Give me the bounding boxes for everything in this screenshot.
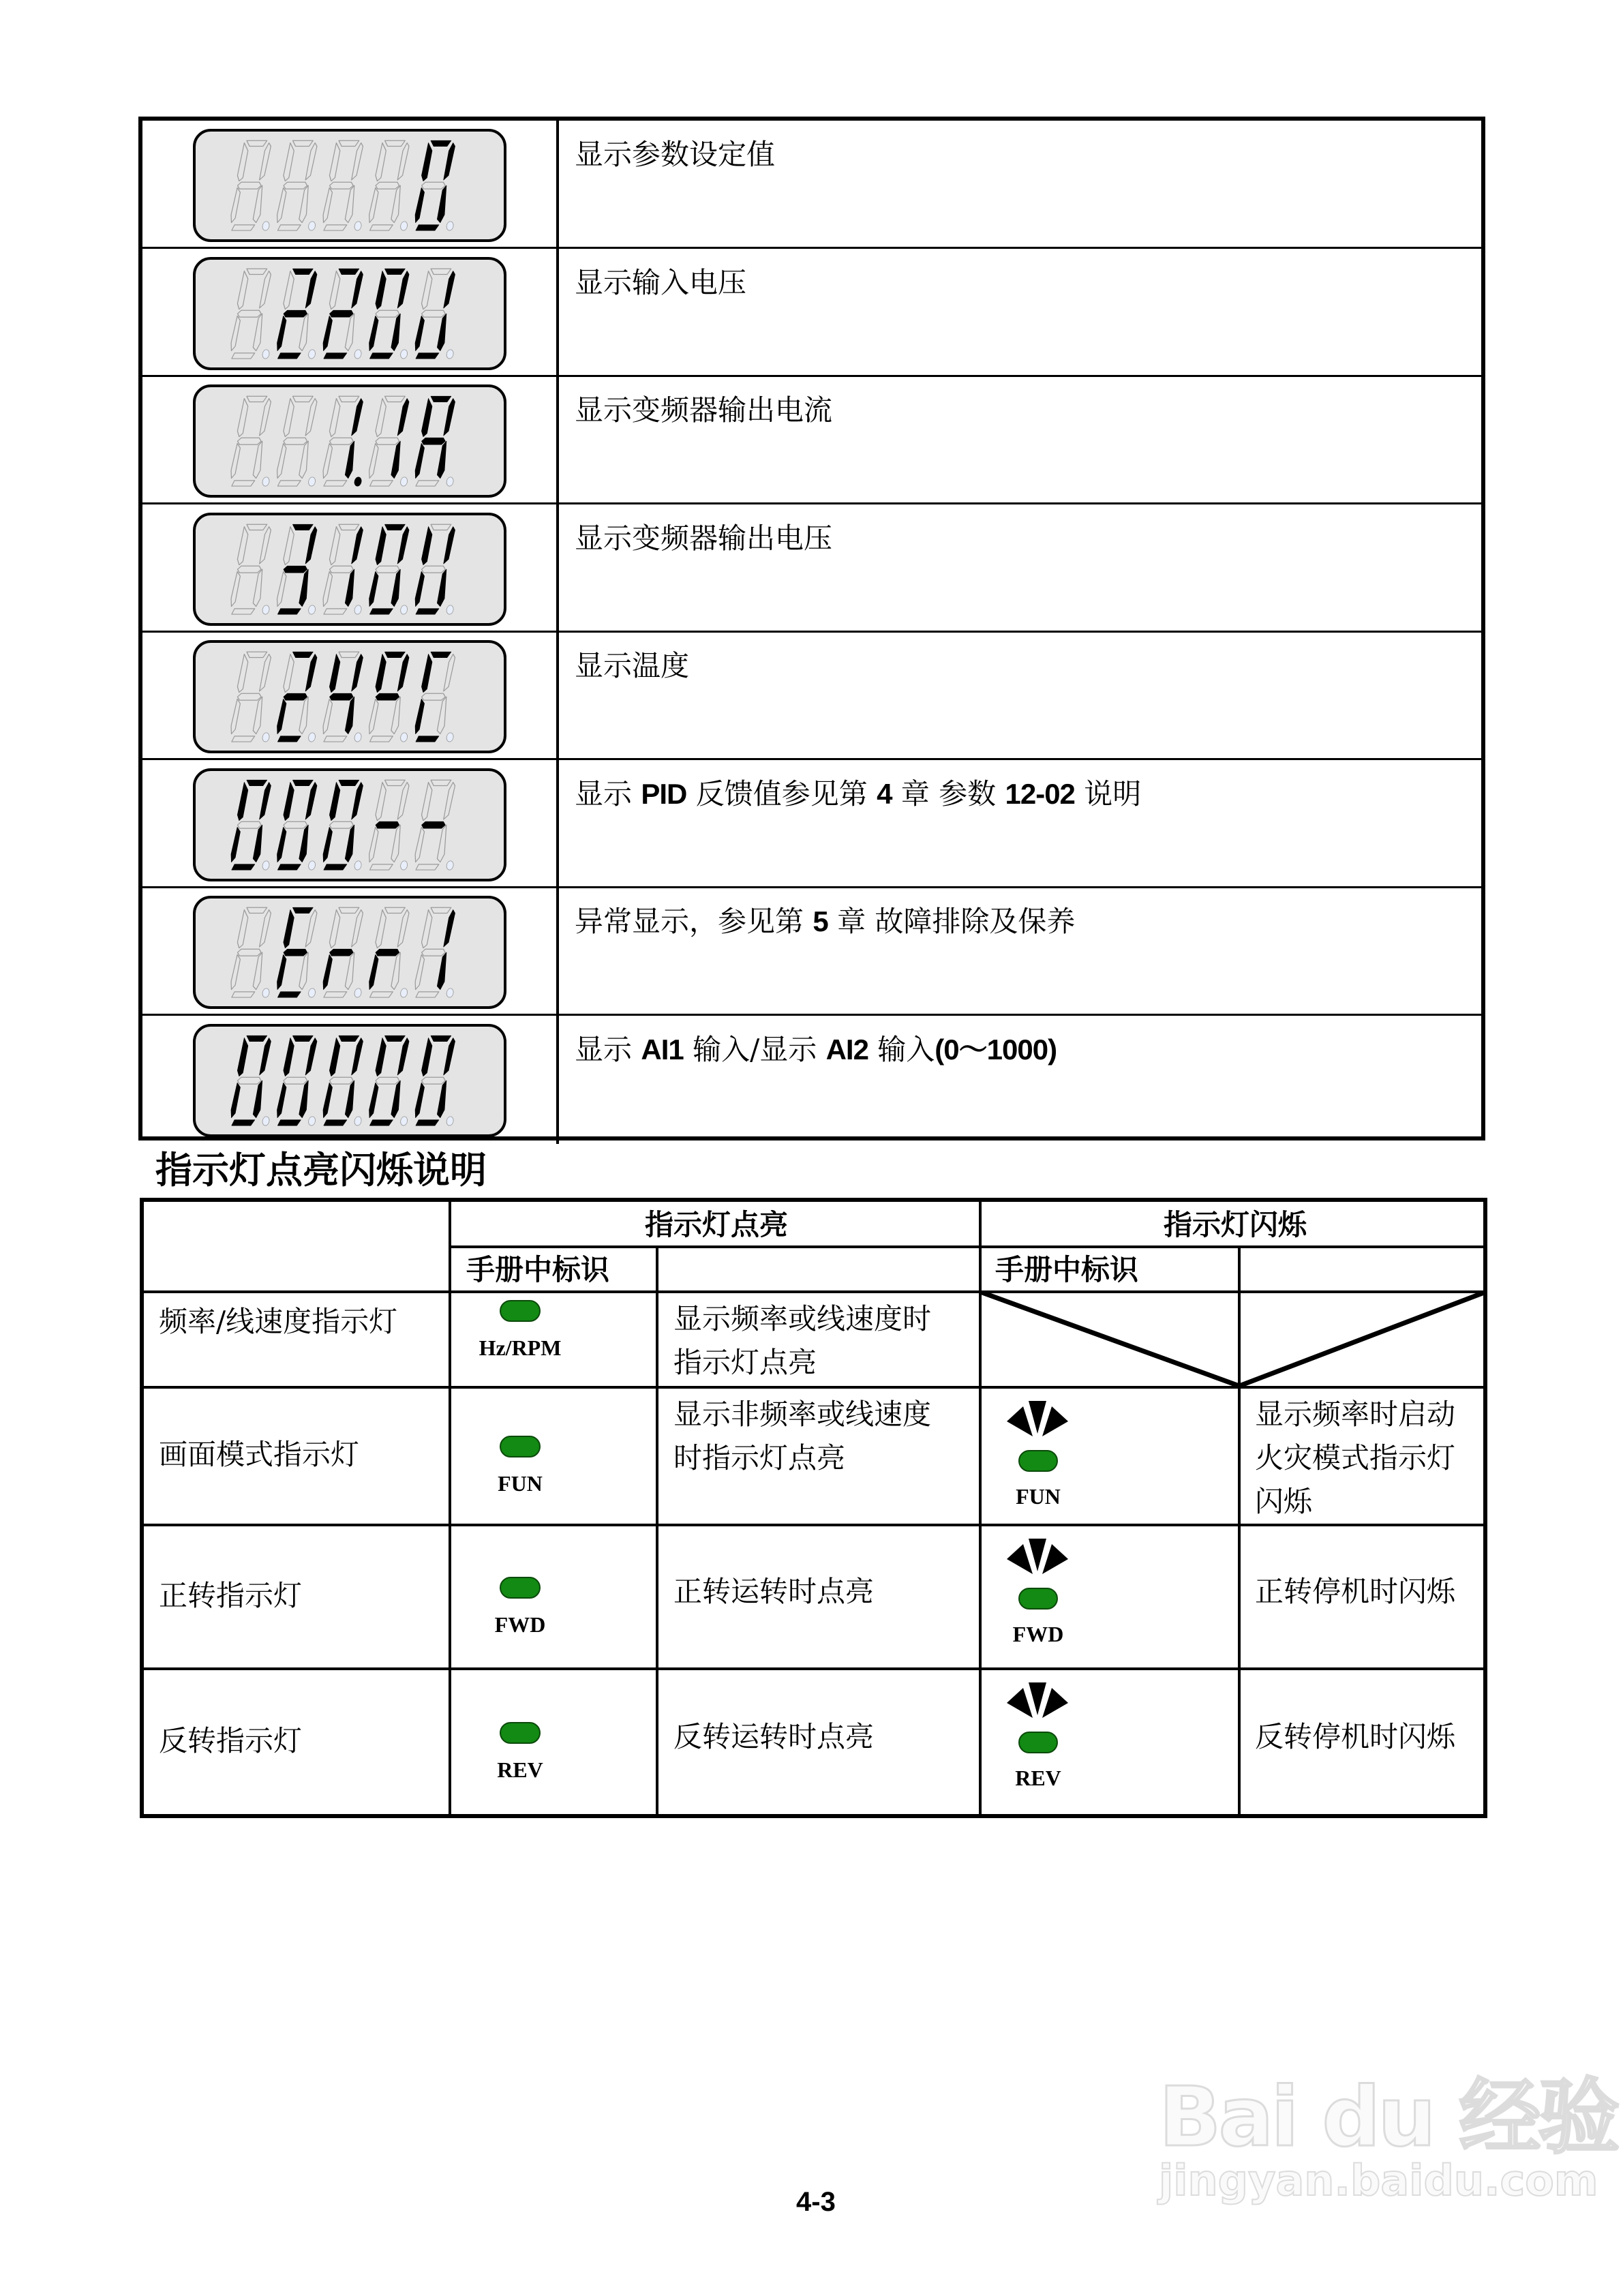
display-description: 显示输入电压 <box>575 265 747 299</box>
description-line: 闪烁 <box>1255 1485 1313 1518</box>
led-blink-icon <box>1018 1732 1058 1753</box>
led-label: REV <box>1015 1766 1061 1790</box>
display-description: 显示温度 <box>575 649 690 682</box>
lcd-display <box>193 1024 506 1137</box>
lit-description <box>673 1570 874 1614</box>
description-part: 5 <box>813 905 828 937</box>
description-part: 说明 <box>1074 776 1142 811</box>
description-part: 输入/显示 <box>683 1032 826 1066</box>
blink-rays-icon <box>1007 1401 1068 1439</box>
blink-rays-icon <box>1007 1539 1068 1577</box>
description-part: 显示 <box>575 776 641 811</box>
blink-description <box>1255 1570 1455 1614</box>
header-blink-mark: 手册中标识 <box>995 1253 1139 1286</box>
lit-description <box>673 1393 931 1480</box>
display-description: 显示变频器输出电压 <box>575 521 833 555</box>
lcd-display <box>193 129 506 242</box>
display-description <box>575 775 1141 813</box>
seven-segment-digits <box>205 394 498 489</box>
lcd-display <box>193 513 506 626</box>
display-description <box>575 1031 1057 1069</box>
display-description: 显示变频器输出电流 <box>575 393 833 427</box>
led-on-icon <box>500 1722 541 1744</box>
description-part: 4 <box>877 777 892 810</box>
lcd-display <box>193 640 506 753</box>
seven-segment-digits <box>205 778 498 873</box>
display-row <box>142 632 1481 760</box>
led-label: FWD <box>494 1612 546 1637</box>
indicator-table <box>140 1198 1487 1818</box>
description-part: (0～1000) <box>935 1033 1057 1066</box>
header-lit-mark: 手册中标识 <box>466 1253 610 1286</box>
description-part: AI1 <box>641 1033 684 1066</box>
header-lit-group: 指示灯点亮 <box>644 1208 788 1241</box>
led-label: FUN <box>1016 1484 1061 1509</box>
lcd-display <box>193 896 506 1009</box>
led-on-icon <box>500 1577 541 1599</box>
lcd-display <box>193 257 506 370</box>
display-row <box>142 1016 1481 1144</box>
description-line: 显示频率时启动 <box>1255 1398 1456 1431</box>
description-part: 反馈值参见第 <box>686 776 877 811</box>
description-line: 反转停机时闪烁 <box>1255 1719 1456 1753</box>
display-row <box>142 888 1481 1016</box>
description-line: 反转运转时点亮 <box>673 1719 875 1753</box>
led-label: REV <box>497 1757 543 1782</box>
led-label: FUN <box>498 1471 543 1496</box>
led-blink-icon <box>1018 1588 1058 1610</box>
led-blink-icon <box>1018 1450 1058 1472</box>
display-row <box>142 121 1481 249</box>
lit-description <box>673 1297 931 1385</box>
display-row <box>142 760 1481 888</box>
display-description: 显示参数设定值 <box>575 138 776 171</box>
seven-segment-digits <box>205 267 498 362</box>
indicator-name: 画面模式指示灯 <box>159 1438 360 1471</box>
seven-segment-digits <box>205 905 498 1001</box>
description-part: AI2 <box>825 1033 868 1066</box>
description-line: 指示灯点亮 <box>673 1346 817 1379</box>
description-line: 火灾模式指示灯 <box>1255 1441 1456 1475</box>
watermark-logo: Bai du 经验 <box>1159 2070 1618 2165</box>
description-line: 正转运转时点亮 <box>673 1574 875 1608</box>
led-on-icon <box>500 1436 541 1457</box>
description-part: 输入 <box>868 1032 935 1066</box>
section-heading: 指示灯点亮闪烁说明 <box>155 1148 487 1192</box>
description-part: 显示 <box>575 1032 641 1066</box>
not-applicable-mark <box>979 1290 1487 1387</box>
seven-segment-digits <box>205 1033 498 1129</box>
page-number: 4-3 <box>796 2187 836 2217</box>
description-part: 异常显示，参见第 <box>575 905 813 938</box>
description-part: 12-02 <box>1005 777 1075 810</box>
lcd-display <box>193 768 506 881</box>
led-on-icon <box>500 1300 541 1322</box>
indicator-name: 正转指示灯 <box>159 1578 303 1612</box>
display-examples-table <box>138 117 1485 1141</box>
seven-segment-digits <box>205 522 498 618</box>
description-line: 时指示灯点亮 <box>673 1441 846 1475</box>
description-part: 章 参数 <box>892 776 1005 811</box>
blink-rays-icon <box>1007 1682 1068 1721</box>
seven-segment-digits <box>205 650 498 745</box>
description-line: 显示频率或线速度时 <box>673 1302 932 1335</box>
lcd-display <box>193 384 506 498</box>
description-line: 显示非频率或线速度 <box>673 1398 932 1431</box>
baidu-watermark <box>1159 2052 1617 2205</box>
led-label: Hz/RPM <box>479 1335 562 1360</box>
lit-description <box>673 1715 874 1759</box>
indicator-name: 频率/线速度指示灯 <box>159 1305 398 1338</box>
description-part: PID <box>641 777 687 810</box>
description-part: 章 故障排除及保养 <box>828 905 1076 938</box>
blink-description <box>1255 1393 1455 1524</box>
display-description <box>575 903 1075 941</box>
blink-description <box>1255 1715 1455 1759</box>
display-row <box>142 249 1481 377</box>
indicator-name: 反转指示灯 <box>159 1723 303 1757</box>
header-blink-group: 指示灯闪烁 <box>1163 1208 1307 1241</box>
description-line: 正转停机时闪烁 <box>1255 1574 1456 1608</box>
watermark-url: jingyan.baidu.com <box>1159 2156 1598 2205</box>
display-row <box>142 504 1481 633</box>
seven-segment-digits <box>205 138 498 234</box>
display-row <box>142 376 1481 504</box>
led-label: FWD <box>1012 1622 1064 1646</box>
